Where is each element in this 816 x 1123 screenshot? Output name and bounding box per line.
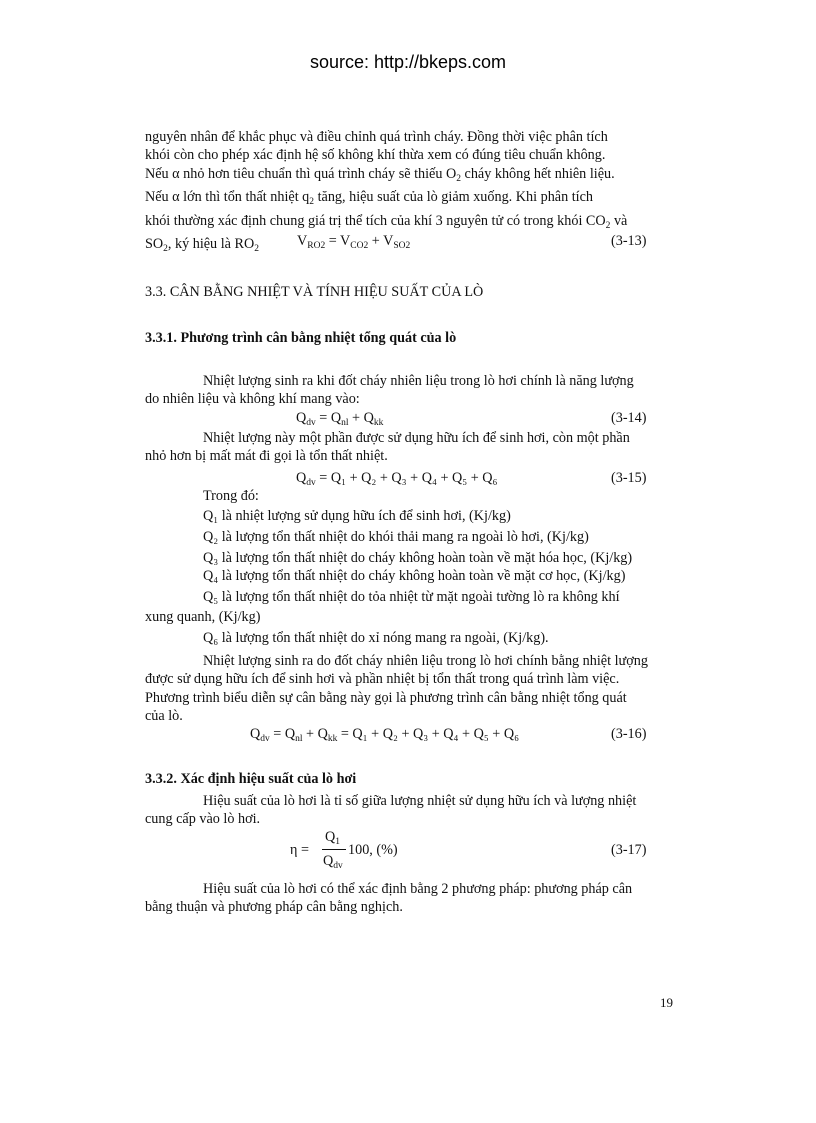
source-header: source: http://bkeps.com <box>309 52 507 72</box>
page-number: 19 <box>660 995 673 1010</box>
definition-q5: Q₅ là lượng tổn thất nhiệt do tỏa nhiệt từ mặt ngoài tường lò ra không khí <box>203 589 620 605</box>
text-line: Nếu α nhỏ hơn tiêu chuẩn thì quá trình cháy sẽ thiếu $O_2$ cháy không hết nhiên liệu. <box>145 165 615 184</box>
text-line: nguyên nhân để khắc phục và điều chỉnh quá trình cháy. Đồng thời việc phân tích <box>145 129 608 145</box>
text-line: được sử dụng hữu ích để sinh hơi và phần nhiệt bị tổn thất trong quá trình làm việc. <box>145 671 620 688</box>
paragraph <box>145 652 675 726</box>
text-line: nhỏ hơn bị mất mát đi gọi là tổn thất nhiệt. <box>145 448 388 465</box>
paragraph <box>145 792 675 829</box>
definition-q4: Q₄ là lượng tổn thất nhiệt do cháy không hoàn toàn về mặt cơ học, (Kj/kg) <box>203 568 626 584</box>
text-line: Hiệu suất của lò hơi có thể xác định bằng 2 phương pháp: phương pháp cân <box>203 881 633 897</box>
text-line: do nhiên liệu và không khí mang vào: <box>145 391 360 408</box>
text-line: Nếu α lớn thì tổn thất nhiệt $q_2$ tăng, hiệu suất của lò giảm xuống. Khi phân tích <box>145 189 593 208</box>
subsection-heading: 3.3.2. Xác định hiệu suất của lò hơi <box>145 771 357 787</box>
definition-q6: Q₆ là lượng tổn thất nhiệt do xỉ nóng mang ra ngoài, (Kj/kg). <box>203 630 549 646</box>
definition-q1: Q₁ là nhiệt lượng sử dụng hữu ích để sinh hơi, (Kj/kg) <box>203 508 511 524</box>
text-line: Nhiệt lượng sinh ra khi đốt cháy nhiên liệu trong lò hơi chính là năng lượng <box>203 373 634 389</box>
equation-3-14: $Q_{dv} = Q_{nl} + Q_{kk}$ <box>296 410 384 428</box>
text-line: Phương trình biểu diễn sự cân bằng này gọi là phương trình cân bằng nhiệt tổng quát <box>145 689 627 706</box>
text-line: Nhiệt lượng sinh ra do đốt cháy nhiên liệu trong lò hơi chính bằng nhiệt lượng <box>203 653 648 669</box>
equation-number: (3-15) <box>611 470 647 486</box>
equation-number: (3-16) <box>611 726 647 742</box>
definition-q5-cont: xung quanh, (Kj/kg) <box>145 609 261 625</box>
equation-3-16: $Q_{dv} = Q_{nl} + Q_{kk} = Q_1 + Q_2 + Q_3 + Q_4 + Q_5 + Q_6$ <box>250 726 520 744</box>
equation-3-15: $Q_{dv} = Q_1 + Q_2 + Q_3 + Q_4 + Q_5 + Q_6$ <box>296 470 498 488</box>
definition-q2: Q₂ là lượng tổn thất nhiệt do khói thải mang ra ngoài lò hơi, (Kj/kg) <box>203 529 589 545</box>
paragraph <box>145 372 675 409</box>
text-line: $SO_2$, ký hiệu là $RO_2$ <box>145 236 259 255</box>
equation-number: (3-13) <box>611 233 647 249</box>
paragraph <box>145 429 675 466</box>
paragraph <box>145 880 675 917</box>
text-line: Hiệu suất của lò hơi là tỉ số giữa lượng nhiệt sử dụng hữu ích và lượng nhiệt <box>203 793 637 809</box>
where-label: Trong đó: <box>203 488 259 504</box>
text-line: bằng thuận và phương pháp cân bằng nghịch. <box>145 899 403 916</box>
definition-q3: Q₃ là lượng tổn thất nhiệt do cháy không hoàn toàn về mặt hóa học, (Kj/kg) <box>203 550 633 566</box>
equation-3-13: $V_{RO2} = V_{CO2} + V_{SO2}$ <box>297 233 411 251</box>
equation-number: (3-14) <box>611 410 647 426</box>
fraction-bar <box>322 849 346 850</box>
text-line: khói thường xác định chung giá trị thể tích của khí 3 nguyên tử có trong khói $CO_2$ và <box>145 212 628 231</box>
subsection-heading: 3.3.1. Phương trình cân bằng nhiệt tổng quát của lò <box>145 330 457 346</box>
text-line: Nhiệt lượng này một phần được sử dụng hữu ích để sinh hơi, còn một phần <box>203 430 630 446</box>
document-page: source: http://bkeps.com nguyên nhân để khắc phục và điều chỉnh quá trình cháy. Đồng thời việc phân tích khói còn cho phép xác định hệ số không khí thừa xem có đúng tiêu chuẩn không. Nếu α nhỏ hơn tiêu chuẩn thì quá trình cháy sẽ thiếu $O_2$ cháy không hết nhiên liệu. Nếu α lớn thì tổn thất nhiệt $q_2$ tăng, hiệu suất của lò giảm xuống. Khi phân tích khói thường xác định chung giá trị thể tích của khí 3 nguyên tử có trong khói $CO_2$ và $SO_2$, ký hiệu là $RO_2$ $V_{RO2} = V_{CO2} + V_{SO2}$ (3-13) 3.3. CÂN BẰNG NHIỆT VÀ TÍNH HIỆU SUẤT CỦA LÒ 3.3.1. Phương trình cân bằng nhiệt tổng quát của lò Nhiệt lượng sinh ra khi đốt cháy nhiên liệu trong lò hơi chính là năng lượng do nhiên liệu và không khí mang vào: $Q_{dv} = Q_{nl} + Q_{kk}$ (3-14) Nhiệt lượng này một phần được sử dụng hữu ích để sinh hơi, còn một phần nhỏ hơn bị mất mát đi gọi là tổn thất nhiệt. $Q_{dv} = Q_1 + Q_2 + Q_3 + Q_4 + Q_5 + Q_6$ (3-15) Trong đó: Q₁ là nhiệt lượng sử dụng hữu ích để sinh hơi, (Kj/kg) Q₂ là lượng tổn thất nhiệt do khói thải mang ra ngoài lò hơi, (Kj/kg) Q₃ là lượng tổn thất nhiệt do cháy không hoàn toàn về mặt hóa học, (Kj/kg) Q₄ là lượng tổn thất nhiệt do cháy không hoàn toàn về mặt cơ học, (Kj/kg) Q₅ là lượng tổn thất nhiệt do tỏa nhiệt từ mặt ngoài tường lò ra không khí xung quanh, (Kj/kg) Q₆ là lượng tổn thất nhiệt do xỉ nóng mang ra ngoài, (Kj/kg). Nhiệt lượng sinh ra do đốt cháy nhiên liệu trong lò hơi chính bằng nhiệt lượng được sử dụng hữu ích để sinh hơi và phần nhiệt bị tổn thất trong quá trình làm việc. Phương trình biểu diễn sự cân bằng này gọi là phương trình cân bằng nhiệt tổng quát của lò. $Q_{dv} = Q_{nl} + Q_{kk} = Q_1 + Q_2 + Q_3 + Q_4 + Q_5 + Q_6$ (3-16) 3.3.2. Xác định hiệu suất của lò hơi Hiệu suất của lò hơi là tỉ số giữa lượng nhiệt sử dụng hữu ích và lượng nhiệt cung cấp vào lò hơi. η = $Q_1$ $Q_{dv}$ 100, (%) (3-17) Hiệu suất của lò hơi có thể xác định bằng 2 phương pháp: phương pháp cân bằng thuận và phương pháp cân bằng nghịch. 19 <box>0 0 816 1123</box>
equation-number: (3-17) <box>611 842 647 858</box>
section-heading: 3.3. CÂN BẰNG NHIỆT VÀ TÍNH HIỆU SUẤT CỦA LÒ <box>145 284 484 300</box>
text-line: cung cấp vào lò hơi. <box>145 811 261 828</box>
text-line: của lò. <box>145 708 183 725</box>
text-line: khói còn cho phép xác định hệ số không khí thừa xem có đúng tiêu chuẩn không. <box>145 147 606 164</box>
